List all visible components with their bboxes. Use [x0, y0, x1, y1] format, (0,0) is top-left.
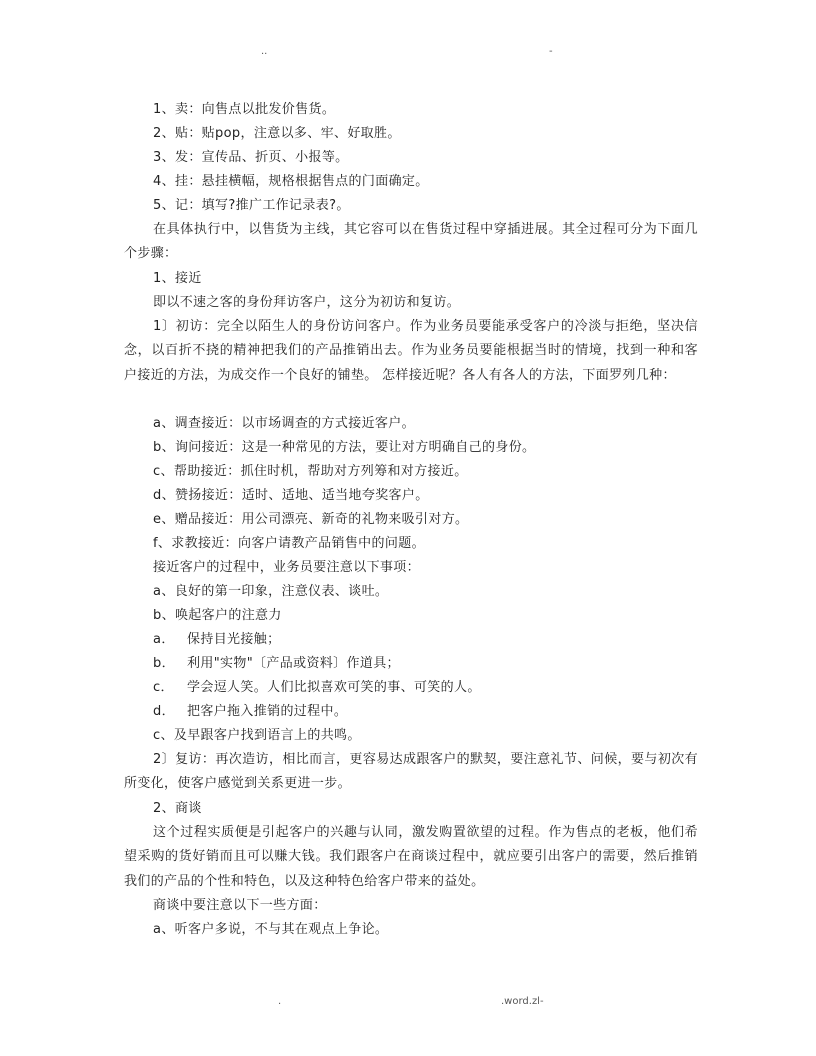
paragraph-first-visit: 1〕初访：完全以陌生人的身份访问客户。作为业务员要能承受客户的冷淡与拒绝，坚决信念，以百折不挠的精神把我们的产品推销出去。作为业务员要能根据当时的情境，找到一种和客户接近的方法，为成交作一个良好的铺垫。 怎样接近呢？各人有各人的方法，下面罗列几种： — [124, 319, 698, 383]
sub-item-text: 利用"实物"〔产品或资料〕作道具； — [187, 656, 400, 671]
list-item-approach-a: a、调查接近：以市场调查的方式接近客户。 — [153, 416, 415, 431]
sub-item-humor — [153, 679, 481, 697]
sub-item-eye-contact — [153, 631, 280, 649]
sub-item-engage — [153, 703, 347, 721]
list-item-negotiation-a: a、听客户多说，不与其在观点上争论。 — [153, 922, 389, 937]
sub-item-label: d． — [153, 704, 175, 719]
sub-item-label: b． — [153, 656, 175, 671]
list-item-sell: 1、卖：向售点以批发价售货。 — [153, 102, 336, 117]
footer-left-mark: . — [278, 996, 282, 1007]
list-item-distribute: 3、发：宣传品、折页、小报等。 — [153, 150, 349, 165]
sub-item-text: 保持目光接触； — [187, 632, 281, 647]
list-item-note-b: b、唤起客户的注意力 — [153, 608, 282, 623]
list-item-record: 5、记：填写?推广工作记录表?。 — [153, 198, 350, 213]
paragraph-negotiation: 这个过程实质便是引起客户的兴趣与认同，激发购置欲望的过程。作为售点的老板，他们希望采购的货好销而且可以赚大钱。我们跟客户在商谈过程中，就应要引出客户的需要，然后推销我们的产品的个性和特色，以及这种特色给客户带来的益处。 — [124, 825, 698, 889]
paragraph-approach-intro: 即以不速之客的身份拜访客户，这分为初访和复访。 — [153, 295, 461, 310]
sub-item-label: a． — [153, 632, 175, 647]
list-item-note-c: c、及早跟客户找到语言上的共鸣。 — [153, 728, 361, 743]
list-item-approach-f: f、求教接近：向客户请教产品销售中的问题。 — [153, 536, 425, 551]
list-item-approach-c: c、帮助接近：抓住时机，帮助对方列筹和对方接近。 — [153, 464, 468, 479]
paragraph-execution: 在具体执行中，以售货为主线，其它容可以在售货过程中穿插进展。其全过程可分为下面几个步骤： — [124, 222, 698, 262]
paragraph-second-visit: 2〕复访：再次造访，相比而言，更容易达成跟客户的默契，要注意礼节、问候，要与初次有所变化，使客户感觉到关系更进一步。 — [124, 752, 698, 792]
footer-right-mark: .word.zl- — [501, 996, 544, 1007]
paragraph-negotiation-notes: 商谈中要注意以下一些方面： — [153, 898, 327, 913]
list-item-post: 2、贴：贴pop，注意以多、牢、好取胜。 — [153, 126, 401, 141]
sub-item-text: 把客户拖入推销的过程中。 — [187, 704, 348, 719]
list-item-approach-d: d、赞扬接近：适时、适地、适当地夸奖客户。 — [153, 488, 429, 503]
paragraph-approach-notes: 接近客户的过程中，业务员要注意以下事项： — [153, 560, 421, 575]
section-heading-approach: 1、接近 — [153, 271, 202, 286]
section-heading-negotiation: 2、商谈 — [153, 801, 202, 816]
header-right-mark: - — [549, 46, 553, 57]
list-item-note-a: a、良好的第一印象，注意仪表、谈吐。 — [153, 584, 389, 599]
header-left-mark: .. — [261, 46, 268, 57]
list-item-approach-e: e、赠品接近：用公司漂亮、新奇的礼物来吸引对方。 — [153, 512, 469, 527]
sub-item-props — [153, 655, 400, 673]
sub-item-label: c． — [153, 680, 174, 695]
sub-item-text: 学会逗人笑。人们比拟喜欢可笑的事、可笑的人。 — [187, 680, 481, 695]
list-item-approach-b: b、询问接近：这是一种常见的方法，要让对方明确自己的身份。 — [153, 440, 536, 455]
list-item-hang: 4、挂：悬挂横幅，规格根据售点的门面确定。 — [153, 174, 429, 189]
